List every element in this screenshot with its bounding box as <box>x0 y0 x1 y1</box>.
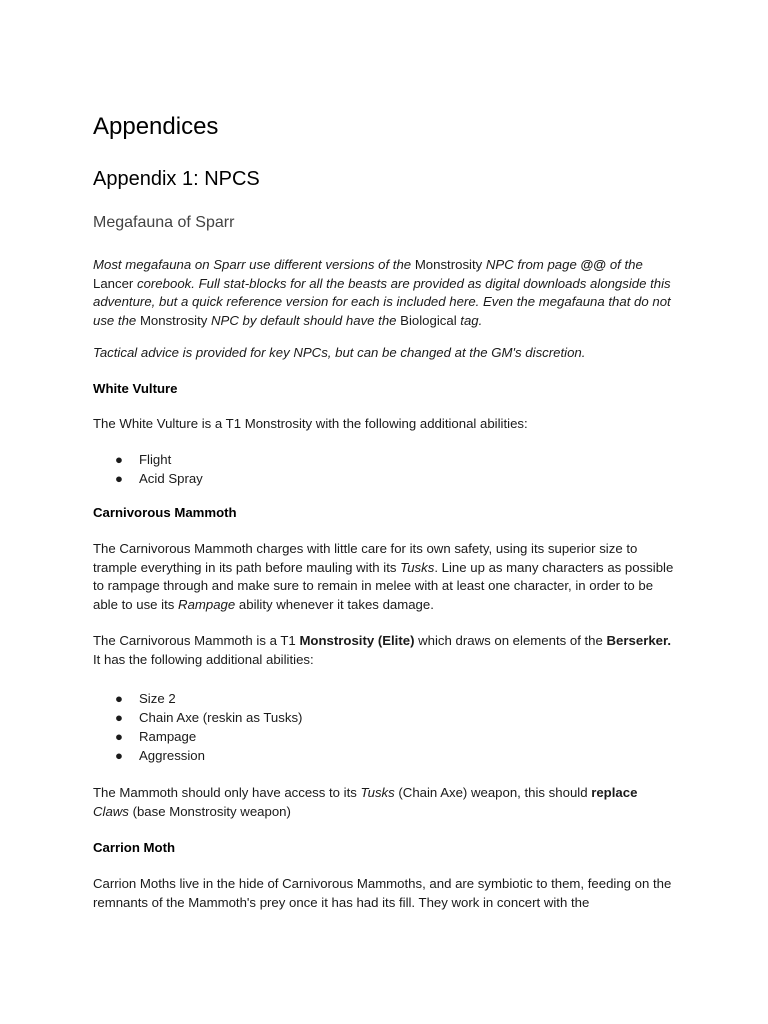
mammoth-weapon-paragraph <box>93 784 675 821</box>
mammoth-text: The Carnivorous Mammoth charges with little care for its own safety, using its superior size to trample everything in its path before mauling with its <box>93 541 638 575</box>
bullet-icon: ● <box>115 452 123 467</box>
ability-label: Size 2 <box>139 691 176 706</box>
intro-monstrosity-term: Monstrosity <box>139 312 208 328</box>
mammoth-abilities <box>93 689 675 765</box>
intro-text: tag. <box>456 312 483 328</box>
tusks-term: Tusks <box>400 559 435 575</box>
mammoth-heading: Carnivorous Mammoth <box>93 505 237 520</box>
claws-term: Claws <box>93 803 129 819</box>
intro-text: of the <box>606 257 643 272</box>
list-item <box>93 689 675 708</box>
mammoth-text: It has the following additional abilities: <box>93 651 314 667</box>
mammoth-tactics-paragraph <box>93 540 675 614</box>
bullet-icon: ● <box>115 729 123 744</box>
white-vulture-text: The White Vulture is a T1 Monstrosity with the following additional abilities: <box>93 416 528 431</box>
mammoth-text: The Carnivorous Mammoth is a T1 <box>93 633 300 648</box>
tactical-note: Tactical advice is provided for key NPCs, but can be changed at the GM's discretion. <box>93 345 586 360</box>
mammoth-text: ability whenever it takes damage. <box>235 596 434 612</box>
list-item <box>93 708 675 727</box>
rampage-term: Rampage <box>178 596 236 612</box>
bullet-icon: ● <box>115 710 123 725</box>
ability-label: Chain Axe (reskin as Tusks) <box>139 710 303 725</box>
page-placeholder: @@ <box>580 257 607 272</box>
intro-lancer-term: Lancer <box>93 275 134 291</box>
white-vulture-heading: White Vulture <box>93 381 178 396</box>
list-item <box>93 469 675 488</box>
white-vulture-abilities <box>93 450 675 488</box>
ability-label: Acid Spray <box>139 471 203 486</box>
intro-monstrosity-term: Monstrosity <box>414 257 483 272</box>
mammoth-text: . Line up as many characters as possible to rampage through and make sure to remain in melee with at least one character, in order to be able to use its <box>93 559 674 612</box>
mammoth-text: (Chain Axe) weapon, this should <box>394 785 592 800</box>
ability-label: Aggression <box>139 748 205 763</box>
monstrosity-elite-term: Monstrosity (Elite) <box>299 633 415 648</box>
list-item <box>93 727 675 746</box>
intro-biological-term: Biological <box>400 312 457 328</box>
ability-label: Flight <box>139 452 172 467</box>
list-item <box>93 746 675 765</box>
mammoth-stats-paragraph <box>93 632 675 669</box>
bullet-icon: ● <box>115 691 123 706</box>
intro-text: Most megafauna on Sparr use different versions of the <box>93 257 415 272</box>
replace-term: replace <box>591 785 638 800</box>
intro-text: NPC by default should have the <box>207 312 401 328</box>
mammoth-text: which draws on elements of the <box>414 633 607 648</box>
section-heading: Megafauna of Sparr <box>93 214 235 231</box>
berserker-term: Berserker. <box>606 633 672 648</box>
bullet-icon: ● <box>115 748 123 763</box>
ability-label: Rampage <box>139 729 197 744</box>
mammoth-text: The Mammoth should only have access to its <box>93 785 361 800</box>
mammoth-text: (base Monstrosity weapon) <box>128 803 291 819</box>
carrion-moth-heading: Carrion Moth <box>93 840 176 855</box>
appendix-heading: Appendix 1: NPCS <box>93 168 260 190</box>
page-title: Appendices <box>93 113 219 140</box>
intro-text: NPC from page <box>482 257 581 272</box>
intro-text: corebook. Full stat-blocks for all the beasts are provided as digital downloads alongside this adventure, but a quick reference version for each is included here. Even the megafauna that do not use the <box>93 275 671 328</box>
intro-paragraph <box>93 256 675 330</box>
tusks-term: Tusks <box>360 785 395 800</box>
carrion-moth-text: Carrion Moths live in the hide of Carnivorous Mammoths, and are symbiotic to them, feeding on the remnants of the Mammoth's prey once it has had its fill. They work in concert with the <box>93 876 672 910</box>
list-item <box>93 450 675 469</box>
bullet-icon: ● <box>115 471 123 486</box>
